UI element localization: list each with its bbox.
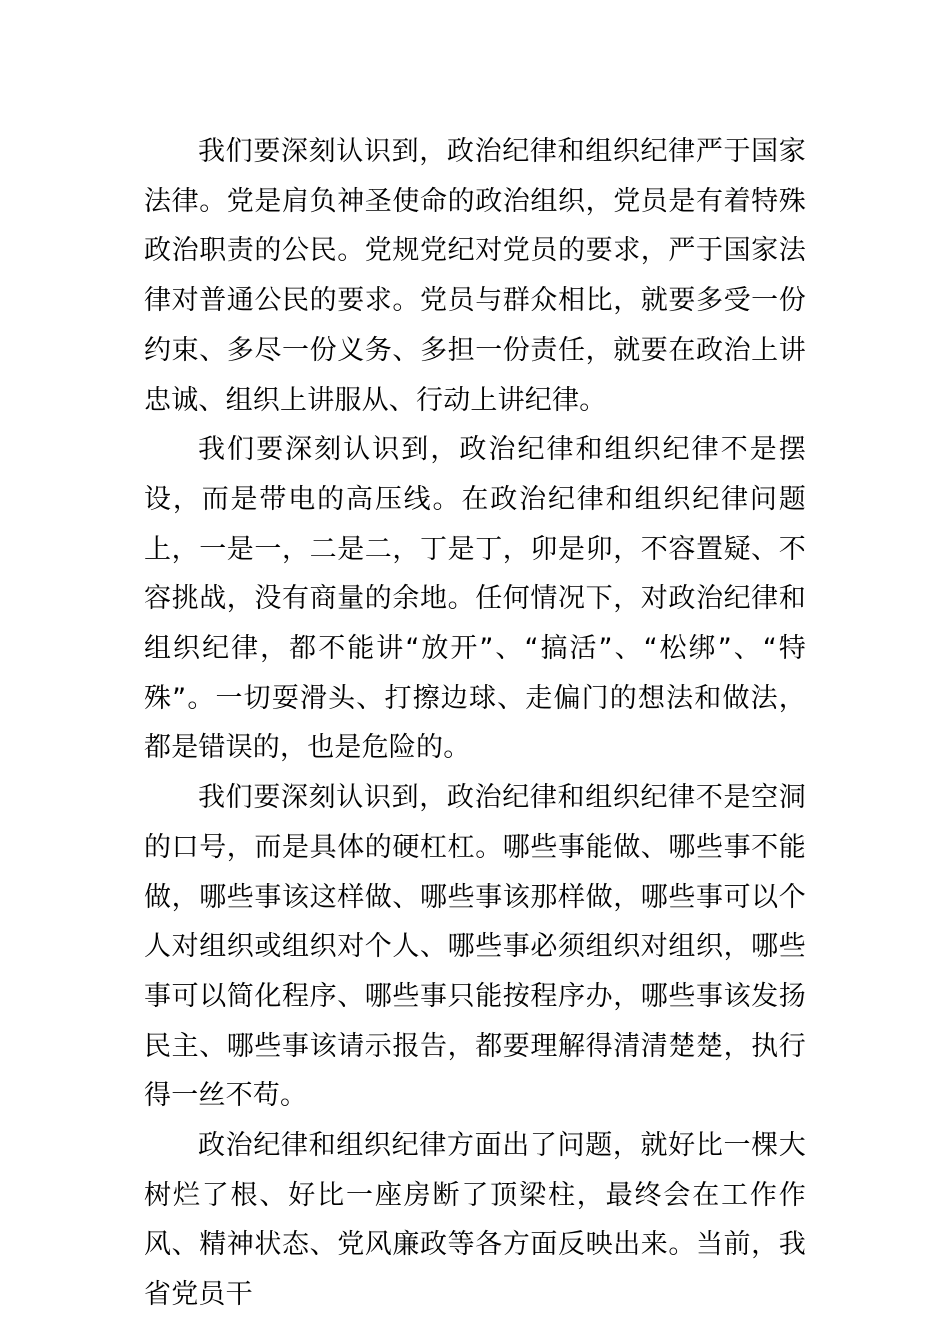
paragraph-1: 我们要深刻认识到，政治纪律和组织纪律严于国家法律。党是肩负神圣使命的政治组织，党员是有着特殊政治职责的公民。党规党纪对党员的要求，严于国家法律对普通公民的要求。党员与群众相比，就要多受一份约束、多尽一份义务、多担一份责任，就要在政治上讲忠诚、组织上讲服从、行动上讲纪律。 bbox=[144, 136, 806, 416]
paragraph-2: 我们要深刻认识到，政治纪律和组织纪律不是摆设，而是带电的高压线。在政治纪律和组织纪律问题上，一是一，二是二，丁是丁，卯是卯，不容置疑、不容挑战，没有商量的余地。任何情况下，对政治纪律和组织纪律，都不能讲“放开”、“搞活”、“松绑”、“特殊”。一切耍滑头、打擦边球、走偏门的想法和做法，都是错误的，也是危险的。 bbox=[144, 434, 806, 764]
document-body bbox=[144, 127, 806, 1320]
paragraph-4: 政治纪律和组织纪律方面出了问题，就好比一棵大树烂了根、好比一座房断了顶梁柱，最终会在工作作风、精神状态、党风廉政等各方面反映出来。当前，我省党员干 bbox=[144, 1130, 806, 1311]
paragraph-3: 我们要深刻认识到，政治纪律和组织纪律不是空洞的口号，而是具体的硬杠杠。哪些事能做、哪些事不能做，哪些事该这样做、哪些事该那样做，哪些事可以个人对组织或组织对个人、哪些事必须组织对组织，哪些事可以简化程序、哪些事只能按程序办，哪些事该发扬民主、哪些事该请示报告，都要理解得清清楚楚，执行得一丝不苟。 bbox=[144, 782, 806, 1112]
